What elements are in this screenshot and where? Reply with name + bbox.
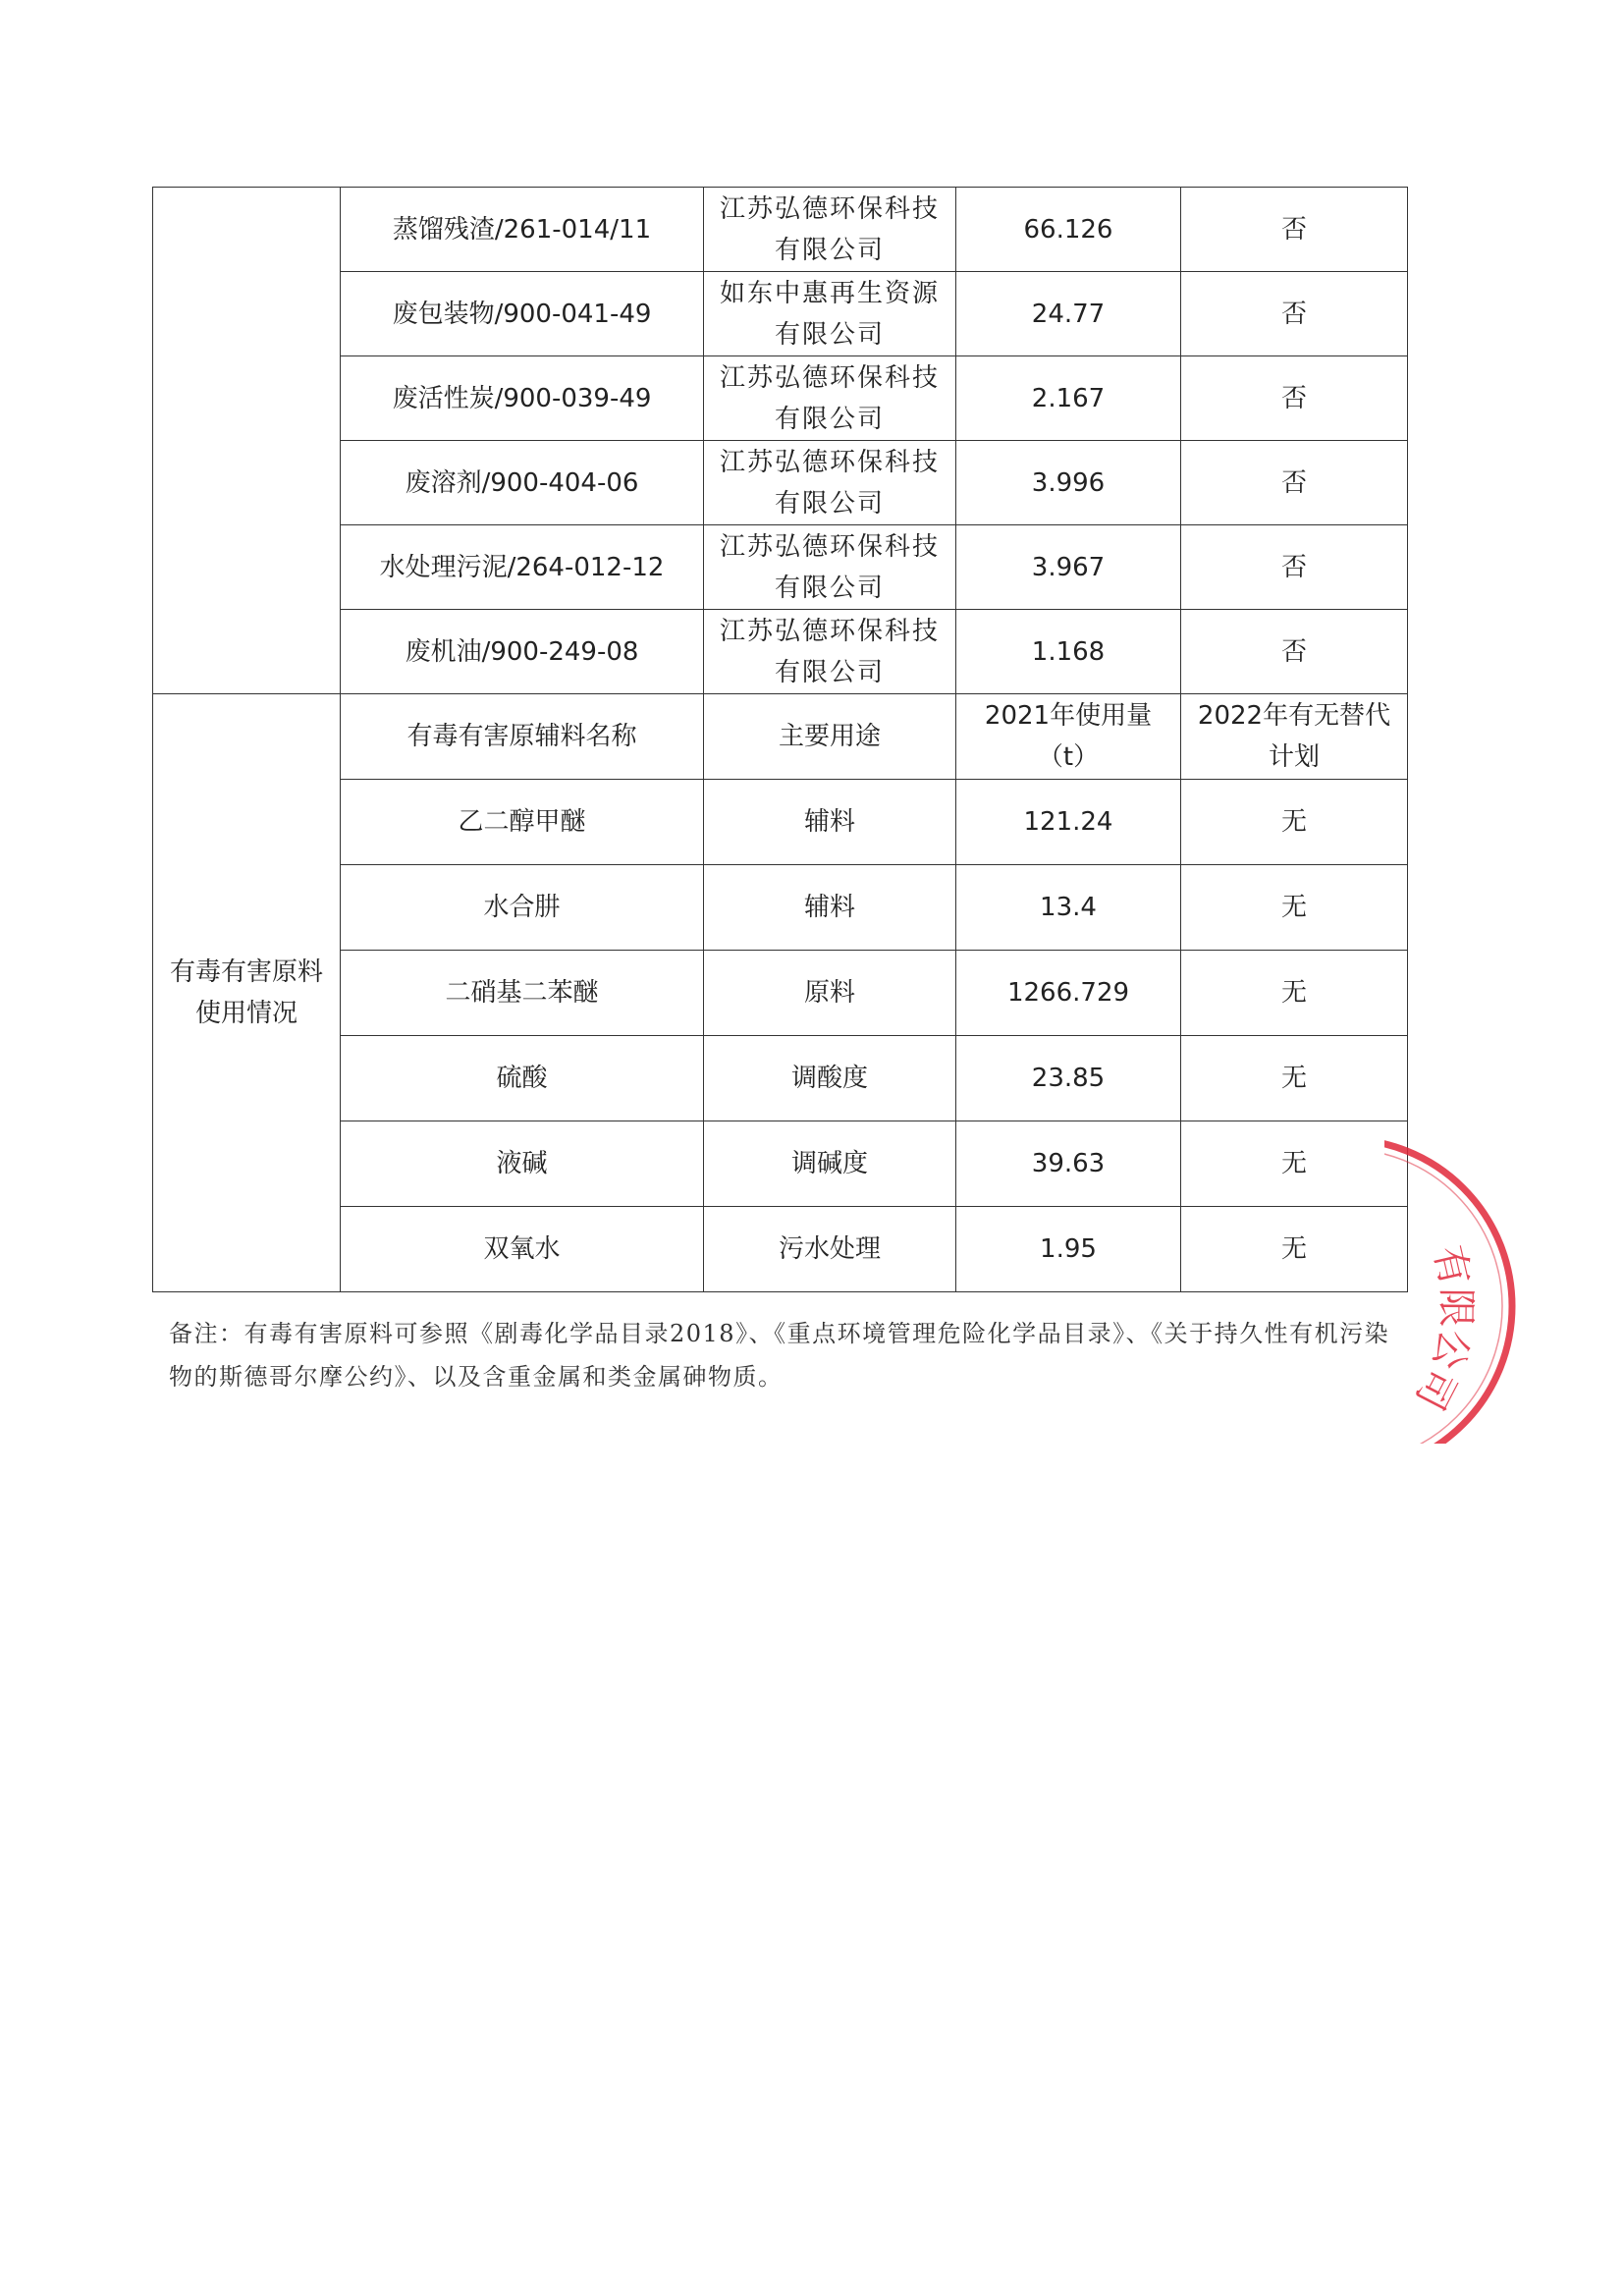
replacement-plan: 无 [1181,780,1408,865]
replacement-plan: 无 [1181,1207,1408,1292]
column-header: 2022年有无替代计划 [1181,694,1408,780]
replacement-plan: 无 [1181,865,1408,951]
table-row [153,1036,1408,1121]
table-row [153,780,1408,865]
material-name: 硫酸 [341,1036,704,1121]
table-row [153,441,1408,525]
waste-name: 废包装物/900-041-49 [341,272,704,356]
disposer-name: 江苏弘德环保科技有限公司 [704,441,956,525]
table-row [153,1207,1408,1292]
waste-name: 水处理污泥/264-012-12 [341,525,704,610]
waste-amount: 1.168 [956,610,1181,694]
waste-name: 废机油/900-249-08 [341,610,704,694]
section-label: 有毒有害原料使用情况 [153,694,341,1292]
footnote: 备注：有毒有害原料可参照《剧毒化学品目录2018》、《重点环境管理危险化学品目录》、《关于持久性有机污染物的斯德哥尔摩公约》、以及含重金属和类金属砷物质。 [169,1320,1390,1391]
material-name: 乙二醇甲醚 [341,780,704,865]
table-row [153,525,1408,610]
material-use: 原料 [704,951,956,1036]
waste-and-materials-table [152,187,1408,1292]
table-row [153,356,1408,441]
waste-flag: 否 [1181,441,1408,525]
material-use: 调碱度 [704,1121,956,1207]
disposer-name: 江苏弘德环保科技有限公司 [704,610,956,694]
table-row [153,1121,1408,1207]
waste-amount: 24.77 [956,272,1181,356]
seal-text: 有限公司 [1406,1241,1479,1417]
disposer-name: 如东中惠再生资源有限公司 [704,272,956,356]
table-row [153,865,1408,951]
table-row [153,272,1408,356]
material-name: 水合肼 [341,865,704,951]
material-amount: 39.63 [956,1121,1181,1207]
replacement-plan: 无 [1181,1121,1408,1207]
table-header-row [153,694,1408,780]
material-use: 辅料 [704,865,956,951]
svg-text:有限公司 [1406,1241,1478,1417]
disposer-name: 江苏弘德环保科技有限公司 [704,356,956,441]
waste-amount: 2.167 [956,356,1181,441]
replacement-plan: 无 [1181,1036,1408,1121]
material-use: 辅料 [704,780,956,865]
material-amount: 1.95 [956,1207,1181,1292]
waste-amount: 3.996 [956,441,1181,525]
table-row [153,188,1408,272]
waste-name: 废溶剂/900-404-06 [341,441,704,525]
waste-amount: 3.967 [956,525,1181,610]
column-header: 2021年使用量（t） [956,694,1181,780]
material-amount: 13.4 [956,865,1181,951]
table-row [153,610,1408,694]
waste-flag: 否 [1181,356,1408,441]
material-use: 调酸度 [704,1036,956,1121]
material-name: 液碱 [341,1121,704,1207]
waste-name: 废活性炭/900-039-49 [341,356,704,441]
waste-name: 蒸馏残渣/261-014/11 [341,188,704,272]
material-name: 双氧水 [341,1207,704,1292]
material-amount: 23.85 [956,1036,1181,1121]
waste-flag: 否 [1181,272,1408,356]
material-amount: 1266.729 [956,951,1181,1036]
waste-flag: 否 [1181,610,1408,694]
blank-section-cell [153,188,341,694]
company-seal-stamp [1384,1129,1624,1444]
material-amount: 121.24 [956,780,1181,865]
waste-flag: 否 [1181,188,1408,272]
material-name: 二硝基二苯醚 [341,951,704,1036]
waste-flag: 否 [1181,525,1408,610]
waste-amount: 66.126 [956,188,1181,272]
disposer-name: 江苏弘德环保科技有限公司 [704,188,956,272]
table-row [153,951,1408,1036]
column-header: 有毒有害原辅料名称 [341,694,704,780]
disposer-name: 江苏弘德环保科技有限公司 [704,525,956,610]
material-use: 污水处理 [704,1207,956,1292]
column-header: 主要用途 [704,694,956,780]
replacement-plan: 无 [1181,951,1408,1036]
